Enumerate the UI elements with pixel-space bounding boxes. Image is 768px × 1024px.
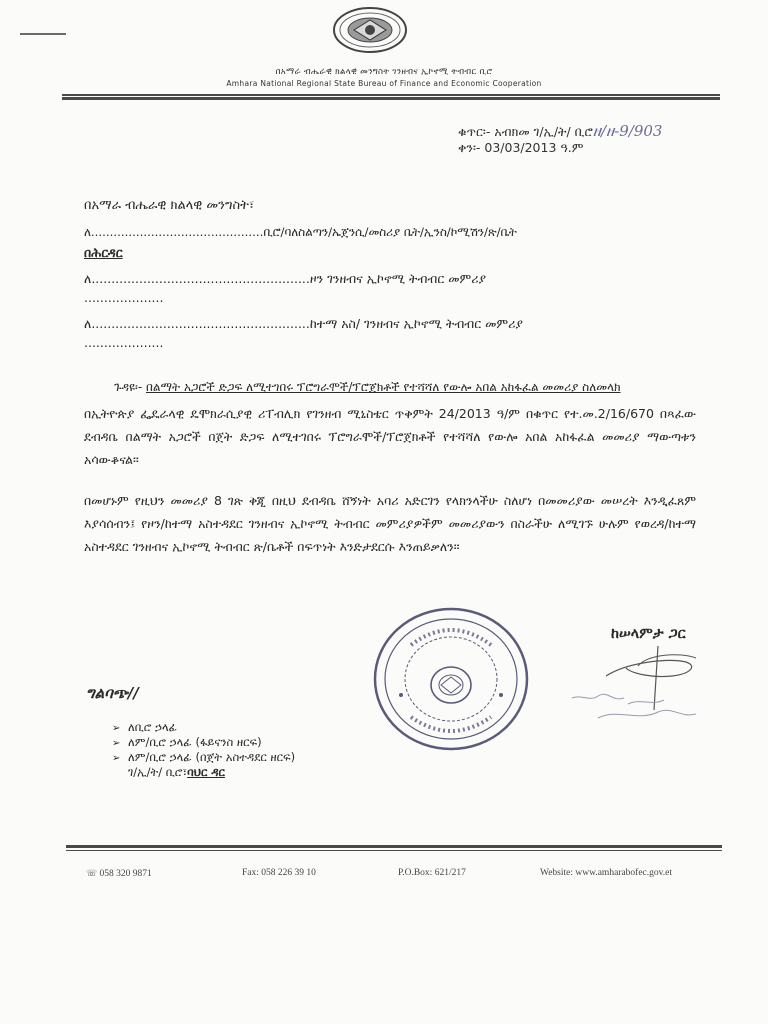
signature-closing: ከሠላምታ ጋር [611, 626, 686, 642]
addressee-city: በሕርዳር [84, 245, 123, 260]
reference-number [458, 122, 662, 140]
addressee-line-2: ለ.......................................................ዞን ገንዘብና ኢኮኖሚ ትብብር መምሪያ [84, 271, 487, 286]
official-stamp-icon [371, 605, 531, 753]
reference-number-handwritten: ዘ/ዘ-9/903 [592, 122, 663, 140]
body-paragraph-1: በኢትዮጵያ ፌዴራላዊ ዴሞክራሲያዊ ሪፐብሊክ የገንዘብ ሚኒስቴር ጥቅምት 24/2013 ዓ/ም በቁጥር የተ.መ.2/16/670 በጻፈው ደብዳቤ በልማት አጋሮች በጀት ድጋፍ ለሚተገበሩ ፕሮግራሞች/ፕሮጀክቶች የተሻሻለ የውሎ አበል አከፋፈል መመሪያ ማውጣቱን አሳውቆናል፡፡ [84, 406, 696, 467]
cc-item: ➢ ለም/ቢሮ ኃላፊ (በጀት አስተዳደር ዘርፍ) [112, 750, 296, 764]
subject-label: ጉዳዩ፡- [114, 380, 143, 394]
subject-line [114, 380, 621, 395]
header-rule-thick [62, 97, 720, 100]
letterhead-amharic: በአማራ ብሔራዊ ክልላዊ መንግስት ገንዘብና ኢኮኖሚ ትብብር ቢሮ [275, 67, 493, 77]
arrow-bullet-icon: ➢ [112, 738, 121, 749]
addressee-line-3-dots: .................... [84, 335, 164, 350]
cc-bureau-line: ገ/ኢ/ት/ ቢሮ፣ባህር ዳር [128, 765, 225, 779]
regional-emblem-icon [332, 6, 408, 54]
letterhead-english: Amhara National Regional State Bureau of Finance and Economic Cooperation [226, 79, 542, 88]
cc-item: ➢ ለም/ቢሮ ኃላፊ (ፋይናንስ ዘርፍ) [112, 735, 262, 749]
cc-city: ባህር ዳር [187, 765, 225, 779]
arrow-bullet-icon: ➢ [112, 753, 121, 764]
footer-website: Website: www.amharabofec.gov.et [540, 868, 673, 878]
cc-title: ግልባጭ// [86, 684, 139, 702]
reference-number-label: ቁጥር፡- አብክመ ገ/ኢ/ት/ ቢሮ [458, 124, 593, 139]
footer-rule [66, 845, 722, 848]
header-rule [62, 94, 720, 96]
body-paragraph-2: በመሆኑም የዚህን መመሪያ 8 ገጽ ቅጂ በዚህ ደብዳቤ ሸኝነት አባሪ አድርገን የላክንላችሁ ስለሆነ በመመሪያው መሠረት እንዲፈጸም እያሳሰብን፤ የዞን/ከተማ አስተዳደር ገንዘብና ኢኮኖሚ ትብብር መምሪያዎችም መመሪያውን በስራችሁ ለሚገኙ ሁሉም የወረዳ/ከተማ አስተዳደር ገንዘብና ኢኮኖሚ ትብብር ጽ/ቤቶች በፍጥነት እንድታደርሱ እንጠይቃለን፡፡ [84, 493, 696, 554]
addressee-greeting: በአማራ ብሔራዊ ክልላዊ መንግስት፣ [84, 198, 255, 213]
addressee-line-2-dots: .................... [84, 290, 164, 305]
addressee-line-3: ለ.......................................................ከተማ አስ/ ገንዘብና ኢኮኖሚ ትብብር መምሪያ [84, 316, 523, 331]
margin-mark [20, 33, 66, 35]
footer-fax: Fax: 058 226 39 10 [242, 868, 316, 878]
phone-icon: ☏ [86, 868, 100, 878]
footer-pobox: P.O.Box: 621/217 [398, 868, 466, 878]
reference-date: ቀን፡- 03/03/2013 ዓ.ም [458, 140, 584, 155]
arrow-bullet-icon: ➢ [112, 723, 121, 734]
addressee-line-1: ለ..............................................ቢሮ/ባለስልጣን/ኤጀንሲ/መስሪያ ቤት/ኢንስ/ኮሚሽን/ጽ/ቤት [84, 225, 517, 239]
subject-text: በልማት አጋሮች ድጋፍ ለሚተገበሩ ፕሮግራሞች/ፕሮጀክቶች የተሻሻለ የውሎ አበል አከፋፈል መመሪያ ስለመላክ [146, 380, 621, 394]
footer-rule-thin [66, 850, 722, 851]
cc-item: ➢ ለቢሮ ኃላፊ [112, 720, 178, 734]
handwritten-signature-icon [568, 640, 718, 735]
footer-phone: ☏ 058 320 9871 [86, 868, 152, 879]
